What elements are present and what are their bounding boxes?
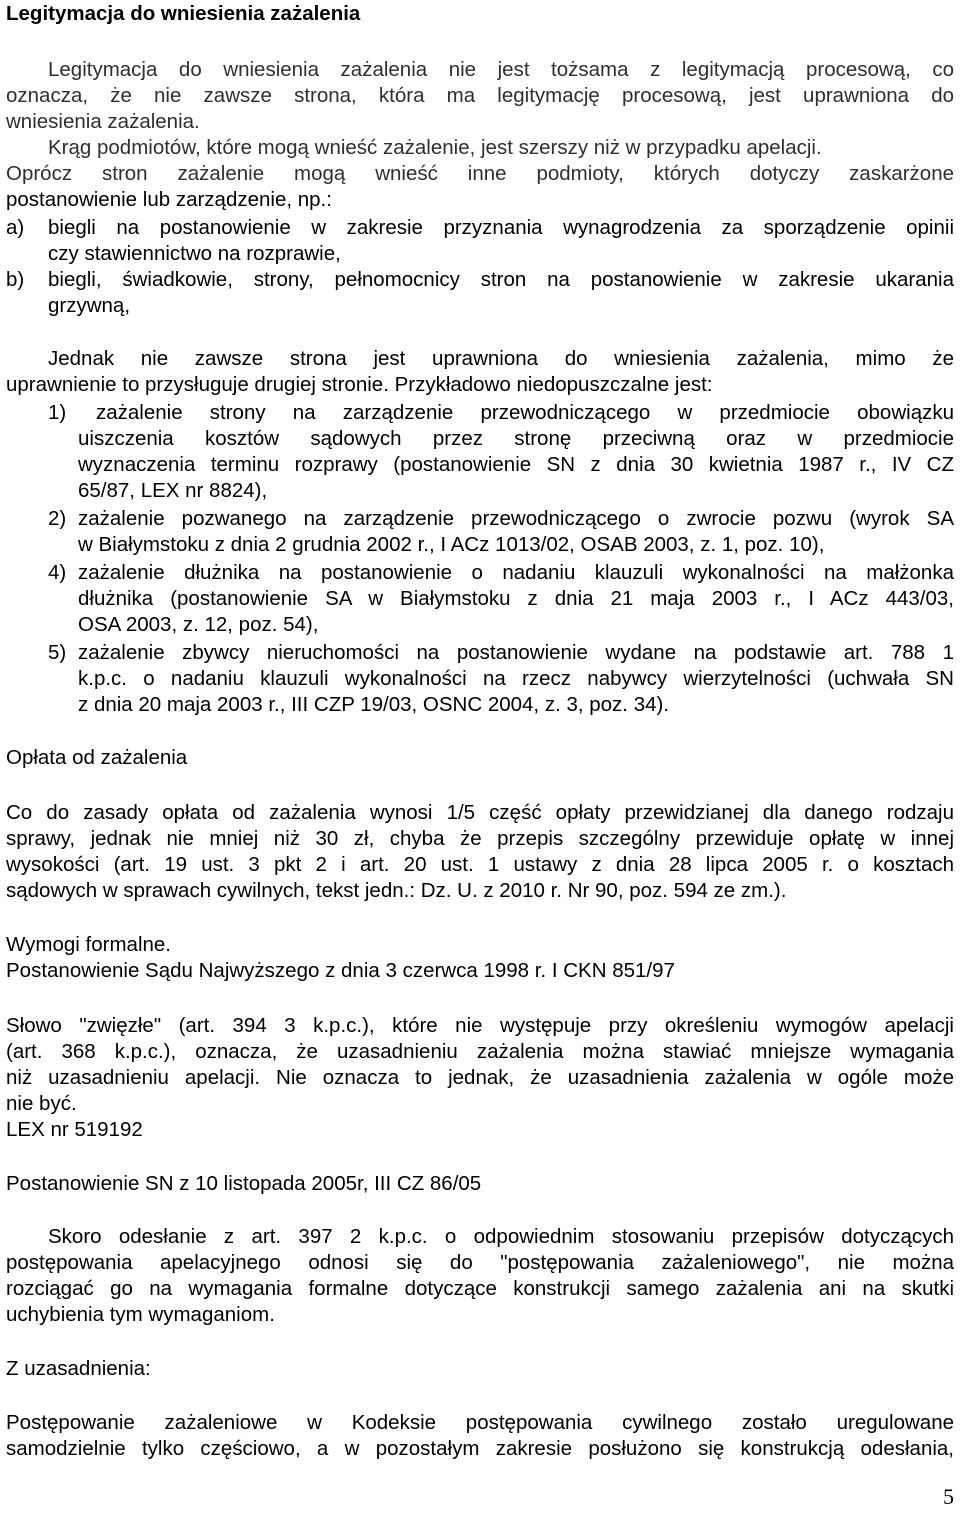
paragraph-line: samodzielnie tylko częściowo, a w pozostałym zakresie posłużono się konstrukcją odesłania, — [6, 1437, 954, 1460]
list-item-line: 65/87, LEX nr 8824), — [78, 479, 268, 502]
list-item-line: k.p.c. o nadaniu klauzuli wykonalności na rzecz nabywcy wierzytelności (uchwała SN — [78, 667, 954, 690]
list-item-line: grzywną, — [48, 294, 131, 317]
list-item-line: OSA 2003, z. 12, poz. 54), — [78, 613, 319, 636]
paragraph-line: postanowienie lub zarządzenie, np.: — [6, 188, 332, 211]
paragraph-line: sądowych w sprawach cywilnych, tekst jedn.: Dz. U. z 2010 r. Nr 90, poz. 594 ze zm.). — [6, 879, 787, 902]
page-number: 5 — [943, 1484, 954, 1509]
paragraph-line: Co do zasady opłata od zażalenia wynosi 1/5 część opłaty przewidzianej dla danego rodzaju — [6, 801, 954, 824]
page-title: Legitymacja do wniesienia zażalenia — [6, 2, 361, 25]
paragraph-line: uprawnienie to przysługuje drugiej stronie. Przykładowo niedopuszczalne jest: — [6, 373, 713, 396]
list-item-line: dłużnika (postanowienie SA w Białymstoku z dnia 21 maja 2003 r., I ACz 443/03, — [78, 587, 954, 610]
list-marker: 1) — [48, 401, 67, 424]
list-item-line: czy stawiennictwo na rozprawie, — [48, 242, 341, 265]
paragraph-line: Krąg podmiotów, które mogą wnieść zażalenie, jest szerszy niż w przypadku apelacji. — [48, 136, 822, 159]
paragraph-line: oznacza, że nie zawsze strona, która ma legitymację procesową, jest uprawniona do — [6, 84, 954, 107]
paragraph-line: wysokości (art. 19 ust. 3 pkt 2 i art. 20 ust. 1 ustawy z dnia 28 lipca 2005 r. o kosztach — [6, 853, 954, 876]
list-item-line: zażalenie dłużnika na postanowienie o nadaniu klauzuli wykonalności na małżonka — [78, 561, 954, 584]
paragraph-line: Oprócz stron zażalenie mogą wnieść inne podmioty, których dotyczy zaskarżone — [6, 162, 954, 185]
paragraph-line: Legitymacja do wniesienia zażalenia nie jest tożsama z legitymacją procesową, co — [48, 58, 954, 81]
paragraph-line: Jednak nie zawsze strona jest uprawniona do wniesienia zażalenia, mimo że — [48, 347, 954, 370]
list-item-line: biegli, świadkowie, strony, pełnomocnicy stron na postanowienie w zakresie ukarania — [48, 268, 954, 291]
section-heading: Wymogi formalne. — [6, 933, 172, 956]
list-marker: 5) — [48, 641, 67, 664]
list-item-line: w Białymstoku z dnia 2 grudnia 2002 r., I ACz 1013/02, OSAB 2003, z. 1, poz. 10), — [78, 533, 825, 556]
paragraph-line: niż uzasadnieniu apelacji. Nie oznacza to jednak, że uzasadnienia zażalenia w ogóle może — [6, 1066, 954, 1089]
paragraph-line: sprawy, jednak nie mniej niż 30 zł, chyba że przepis szczególny przewiduje opłatę w innej — [6, 827, 954, 850]
list-item-line: uiszczenia kosztów sądowych przez stronę przeciwną oraz w przedmiocie — [78, 427, 954, 450]
citation: Postanowienie Sądu Najwyższego z dnia 3 czerwca 1998 r. I CKN 851/97 — [6, 959, 675, 982]
paragraph-line: Postępowanie zażaleniowe w Kodeksie postępowania cywilnego zostało uregulowane — [6, 1411, 954, 1434]
paragraph-line: rozciągać go na wymagania formalne dotyczące konstrukcji samego zażalenia ani na skutki — [6, 1277, 954, 1300]
paragraph-line: Skoro odesłanie z art. 397 2 k.p.c. o odpowiednim stosowaniu przepisów dotyczących — [48, 1225, 954, 1248]
section-heading: Opłata od zażalenia — [6, 746, 188, 769]
section-heading: Z uzasadnienia: — [6, 1357, 151, 1380]
list-marker: a) — [6, 216, 25, 239]
list-marker: 4) — [48, 561, 67, 584]
list-item-line: zażalenie strony na zarządzenie przewodniczącego w przedmiocie obowiązku — [96, 401, 954, 424]
paragraph-line: (art. 368 k.p.c.), oznacza, że uzasadnieniu zażalenia można stawiać mniejsze wymagania — [6, 1040, 954, 1063]
list-item-line: zażalenie zbywcy nieruchomości na postanowienie wydane na podstawie art. 788 1 — [78, 641, 954, 664]
list-item-line: wyznaczenia terminu rozprawy (postanowienie SN z dnia 30 kwietnia 1987 r., IV CZ — [78, 453, 954, 476]
lex-reference: LEX nr 519192 — [6, 1118, 143, 1141]
citation: Postanowienie SN z 10 listopada 2005r, III CZ 86/05 — [6, 1172, 482, 1195]
paragraph-line: uchybienia tym wymaganiom. — [6, 1303, 275, 1326]
list-marker: b) — [6, 268, 25, 291]
paragraph-line: Słowo "zwięzłe" (art. 394 3 k.p.c.), które nie występuje przy określeniu wymogów apelacji — [6, 1014, 954, 1037]
list-item-line: biegli na postanowienie w zakresie przyznania wynagrodzenia za sporządzenie opinii — [48, 216, 954, 239]
list-marker: 2) — [48, 507, 67, 530]
list-item-line: zażalenie pozwanego na zarządzenie przewodniczącego o zwrocie pozwu (wyrok SA — [78, 507, 954, 530]
paragraph-line: postępowania apelacyjnego odnosi się do "postępowania zażaleniowego", nie można — [6, 1251, 954, 1274]
paragraph-line: wniesienia zażalenia. — [6, 110, 200, 133]
paragraph-line: nie być. — [6, 1092, 77, 1115]
list-item-line: z dnia 20 maja 2003 r., III CZP 19/03, OSNC 2004, z. 3, poz. 34). — [78, 693, 670, 716]
